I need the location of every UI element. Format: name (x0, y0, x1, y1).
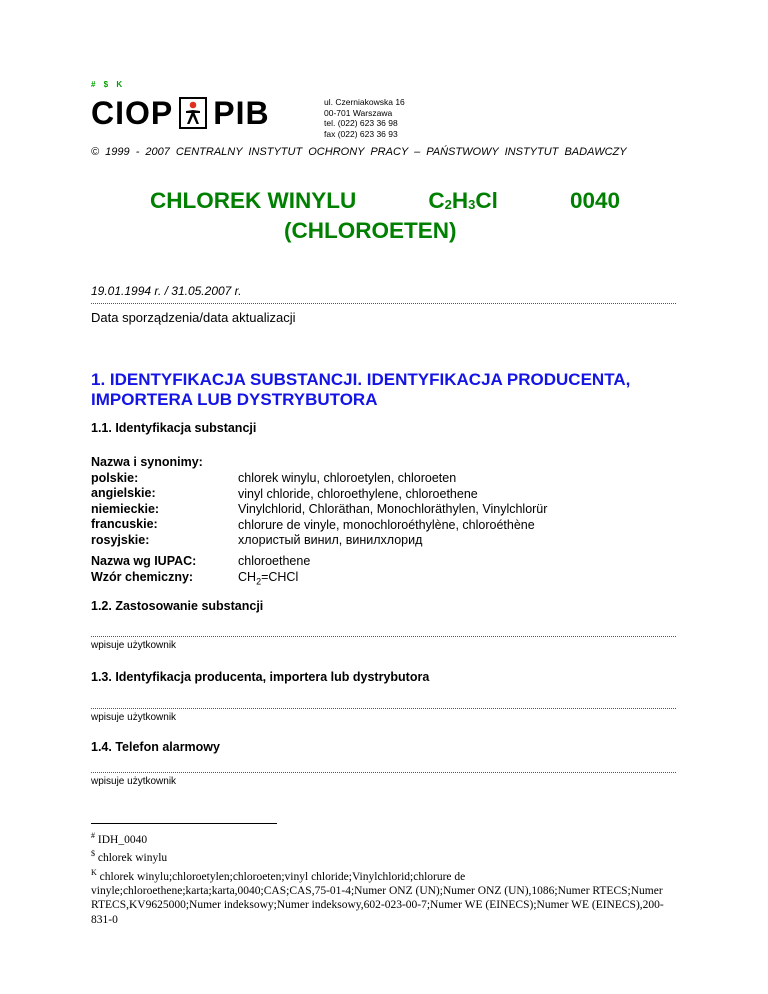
iupac-values (238, 554, 310, 590)
formula-value: $CH_2=CHCl$ (238, 569, 299, 586)
lang-value: хлористый винил, винилхлорид (238, 533, 423, 547)
dotted-line (91, 708, 676, 709)
footnote-marks: # $ K (91, 80, 126, 89)
synonym-labels (91, 455, 203, 548)
subsection-1-2: 1.2. Zastosowanie substancji (91, 599, 264, 613)
dotted-line (91, 772, 676, 773)
footnote-hash: # IDH_0040 (91, 831, 148, 846)
dotted-line (91, 303, 676, 304)
footnote-k: $^K$ chlorek winylu;chloroetylen;chloroeten;vinyl chloride;Vinylchlorid;chlorure de vinyle;chloroethene;karta;karta,0040;CAS;CAS,75-01-4;Numer ONZ (UN);Numer ONZ (UN),1086;Numer RTECS;Numer RTECS,KV9625000;Numer indeksowy;Numer indeksowy,602-023-00-7;Numer WE (EINECS);Numer WE (EINECS),200-831-0 (91, 867, 664, 926)
footnotes (91, 829, 681, 927)
card-number: 0040 (569, 188, 620, 213)
date-value: 19.01.1994 r. / 31.05.2007 r. (91, 284, 242, 298)
dotted-line (91, 636, 676, 637)
logo-text-left: CIOP (91, 95, 174, 131)
address-line: tel. (022) 623 36 98 (324, 118, 398, 128)
substance-name: CHLOREK WINYLU (150, 188, 357, 213)
subsection-1-4: 1.4. Telefon alarmowy (91, 740, 220, 754)
iupac-labels (91, 554, 196, 585)
user-note: wpisuje użytkownik (91, 640, 177, 651)
subsection-1-3: 1.3. Identyfikacja producenta, importera lub dystrybutora (91, 670, 430, 684)
lang-label: francuskie: (91, 517, 158, 531)
date-label: Data sporządzenia/data aktualizacji (91, 310, 296, 325)
lang-label: rosyjskie: (91, 532, 150, 547)
address-line: ul. Czerniakowska 16 (324, 97, 405, 107)
lang-label: polskie: (91, 470, 139, 485)
logo-text-right: PIB (213, 95, 270, 131)
subsection-1-1: 1.1. Identyfikacja substancji (91, 421, 257, 435)
lang-label: angielskie: (91, 486, 156, 500)
document-title (150, 188, 620, 244)
lang-value: vinyl chloride, chloroethylene, chloroethene (238, 486, 478, 501)
address-line: fax (022) 623 36 93 (324, 128, 398, 139)
user-note: wpisuje użytkownik (91, 776, 177, 787)
address-block (324, 97, 405, 139)
lang-value: Vinylchlorid, Chloräthan, Monochloräthylen, Vinylchlorür (238, 502, 548, 516)
address-line: 00-701 Warszawa (324, 107, 393, 118)
lang-value: chlorek winylu, chloroetylen, chloroeten (238, 471, 457, 485)
iupac-label: Nazwa wg IUPAC: (91, 554, 197, 568)
substance-formula: $C_2H_3Cl$ (428, 188, 498, 213)
lang-value: chlorure de vinyle, monochloroéthylène, chloroéthène (238, 517, 535, 532)
section-heading: 1. IDENTYFIKACJA SUBSTANCJI. IDENTYFIKACJA PRODUCENTA, IMPORTERA LUB DYSTRYBUTORA (91, 370, 631, 409)
person-icon (179, 97, 207, 129)
formula-label: Wzór chemiczny: (91, 569, 194, 584)
synonym-values (238, 471, 547, 549)
lang-label: niemieckie: (91, 501, 160, 516)
names-label: Nazwa i synonimy: (91, 455, 203, 469)
user-note: wpisuje użytkownik (91, 712, 177, 723)
iupac-value: chloroethene (238, 554, 311, 568)
footnote-separator (91, 823, 277, 824)
substance-synonym: (CHLOROETEN) (284, 218, 457, 243)
footnote-dollar: $ chlorek winylu (91, 849, 168, 865)
ciop-pib-logo (91, 96, 270, 130)
copyright-line: © 1999 - 2007 CENTRALNY INSTYTUT OCHRONY PRACY – PAŃSTWOWY INSTYTUT BADAWCZY (91, 146, 627, 158)
